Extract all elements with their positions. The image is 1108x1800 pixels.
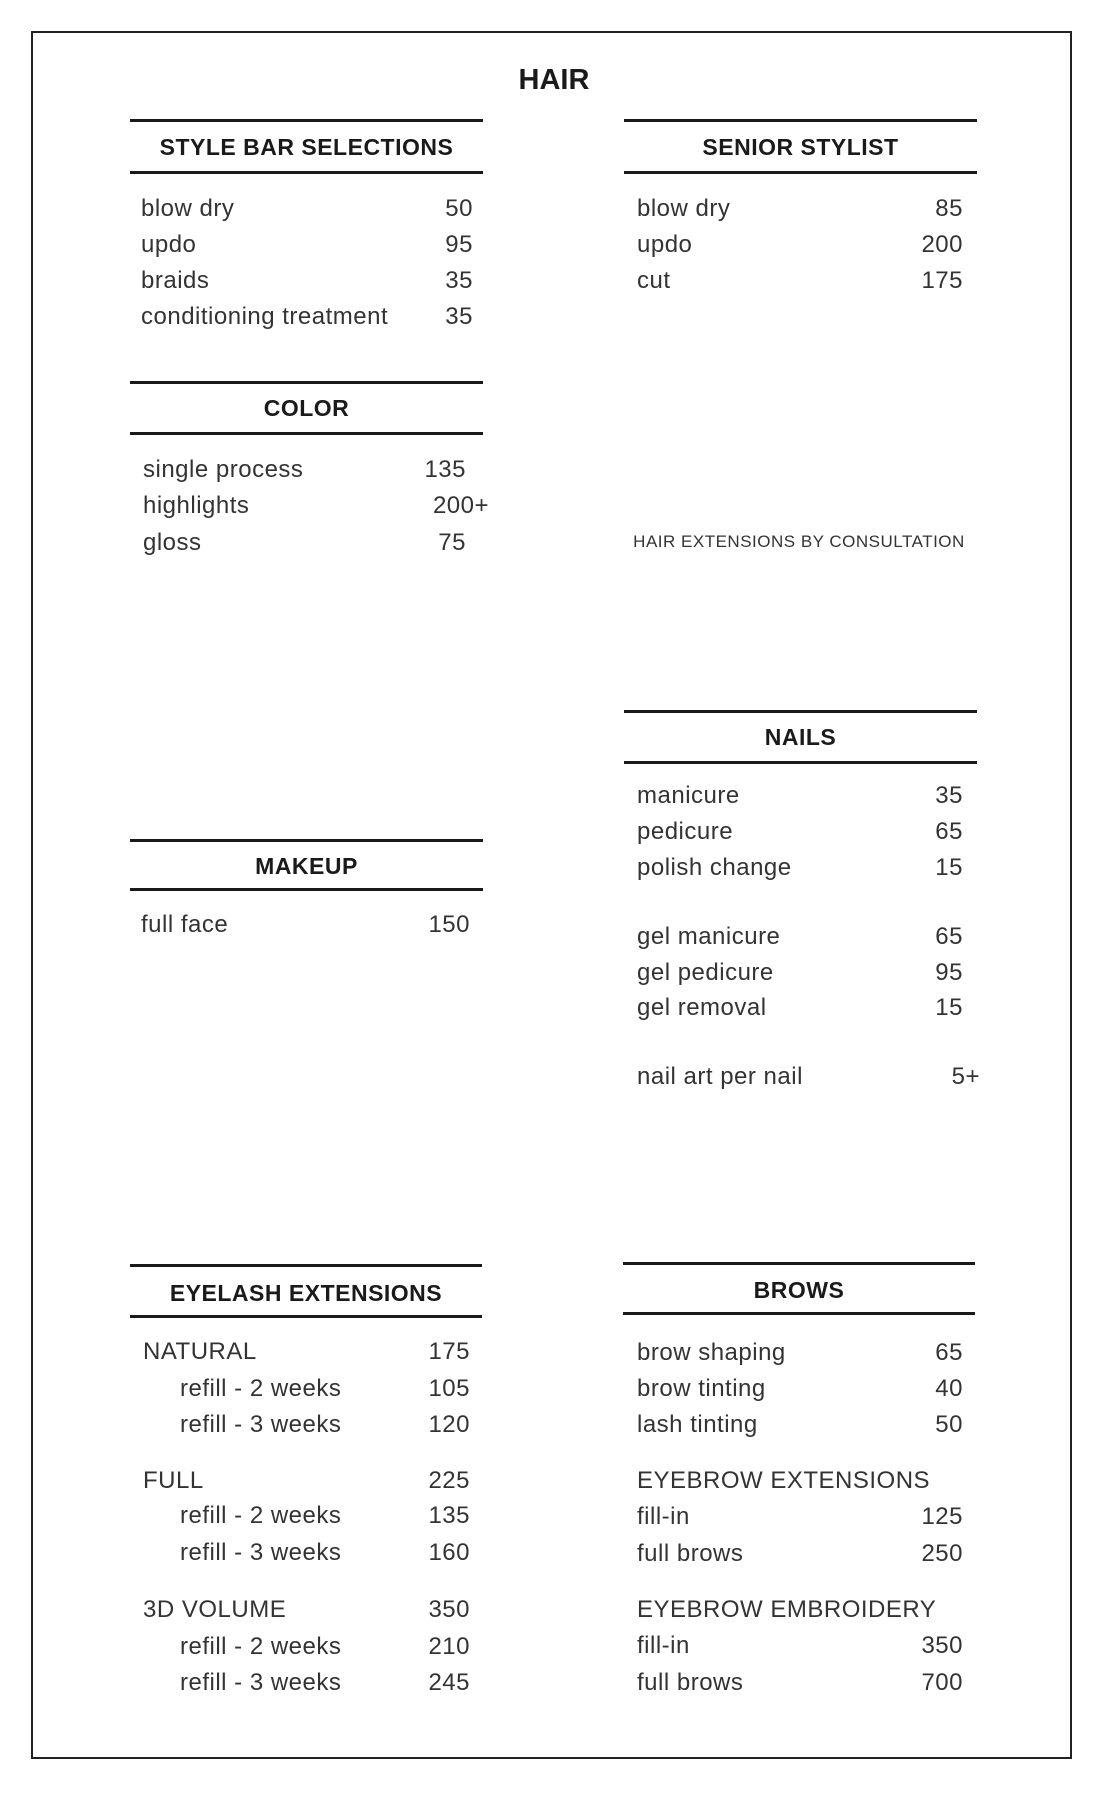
item-name: cut	[637, 267, 671, 294]
item-name: updo	[637, 231, 693, 258]
item-price: 175	[428, 1338, 470, 1365]
item-price: 5+	[951, 1063, 980, 1090]
item-name: full brows	[637, 1540, 744, 1567]
item-price: 35	[935, 782, 963, 809]
item-price: 200+	[432, 492, 489, 519]
item-name: fill-in	[637, 1632, 690, 1659]
item-price: 350	[921, 1632, 963, 1659]
list-item	[637, 1338, 963, 1368]
item-price: 50	[935, 1411, 963, 1438]
senior-stylist-bottom-rule	[624, 171, 977, 174]
list-item	[143, 1632, 470, 1662]
style-bar-heading: STYLE BAR SELECTIONS	[159, 134, 454, 160]
list-item	[637, 993, 963, 1023]
item-name: 3D VOLUME	[143, 1596, 287, 1623]
item-name: blow dry	[141, 195, 235, 222]
item-name: conditioning treatment	[141, 303, 389, 330]
hair-extensions-note: HAIR EXTENSIONS BY CONSULTATION	[633, 532, 965, 551]
item-price: 105	[428, 1375, 470, 1402]
item-name: refill - 2 weeks	[180, 1633, 342, 1660]
list-item	[637, 1668, 963, 1698]
item-price: 700	[921, 1669, 963, 1696]
item-name: gel manicure	[637, 923, 781, 950]
list-item	[637, 922, 963, 952]
item-name: fill-in	[637, 1503, 690, 1530]
item-price: 250	[921, 1540, 963, 1567]
list-item	[637, 230, 963, 260]
item-name: full brows	[637, 1669, 744, 1696]
item-price: 135	[428, 1502, 470, 1529]
list-item	[141, 910, 470, 940]
item-price: 95	[445, 231, 473, 258]
item-name: FULL	[143, 1467, 204, 1494]
list-item	[637, 1062, 980, 1092]
eyelash-extensions-bottom-rule	[130, 1315, 482, 1318]
list-item	[637, 817, 963, 847]
item-price: 95	[935, 959, 963, 986]
list-item	[637, 194, 963, 224]
list-item	[143, 1595, 470, 1625]
list-item	[143, 1668, 470, 1698]
item-name: brow tinting	[637, 1375, 766, 1402]
item-name: refill - 3 weeks	[180, 1669, 342, 1696]
nails-heading: NAILS	[764, 724, 837, 750]
list-item	[637, 1410, 963, 1440]
item-price: 15	[935, 854, 963, 881]
item-name: NATURAL	[143, 1338, 257, 1365]
eyebrow-embroidery-heading: EYEBROW EMBROIDERY	[637, 1596, 937, 1623]
item-name: refill - 3 weeks	[180, 1411, 342, 1438]
item-price: 50	[445, 195, 473, 222]
item-price: 65	[935, 1339, 963, 1366]
item-name: refill - 3 weeks	[180, 1539, 342, 1566]
item-price: 150	[428, 911, 470, 938]
list-item	[637, 1374, 963, 1404]
item-price: 65	[935, 818, 963, 845]
style-bar-top-rule	[130, 119, 483, 122]
list-item	[143, 1538, 470, 1568]
nails-bottom-rule	[624, 761, 977, 764]
item-price: 85	[935, 195, 963, 222]
color-heading: COLOR	[263, 395, 350, 421]
list-item	[637, 781, 963, 811]
eyebrow-extensions-heading: EYEBROW EXTENSIONS	[637, 1467, 931, 1494]
list-item	[637, 266, 963, 296]
list-item	[143, 455, 466, 485]
item-name: braids	[141, 267, 210, 294]
item-name: full face	[141, 911, 229, 938]
item-price: 75	[438, 529, 466, 556]
item-name: polish change	[637, 854, 792, 881]
item-price: 200	[921, 231, 963, 258]
item-price: 65	[935, 923, 963, 950]
list-item	[637, 1539, 963, 1569]
senior-stylist-heading: SENIOR STYLIST	[702, 134, 899, 160]
eyelash-extensions-top-rule	[130, 1264, 482, 1267]
item-name: refill - 2 weeks	[180, 1375, 342, 1402]
list-item	[637, 1631, 963, 1661]
item-price: 15	[935, 994, 963, 1021]
item-price: 160	[428, 1539, 470, 1566]
item-price: 245	[428, 1669, 470, 1696]
list-item	[143, 1501, 470, 1531]
item-price: 210	[428, 1633, 470, 1660]
list-item	[143, 1410, 470, 1440]
item-name: single process	[143, 456, 304, 483]
item-price: 175	[921, 267, 963, 294]
list-item	[637, 1502, 963, 1532]
brows-bottom-rule	[623, 1312, 975, 1315]
list-item	[143, 1374, 470, 1404]
item-price: 125	[921, 1503, 963, 1530]
list-item	[141, 230, 473, 260]
item-name: gel pedicure	[637, 959, 774, 986]
nails-top-rule	[624, 710, 977, 713]
item-price: 35	[445, 303, 473, 330]
item-name: nail art per nail	[637, 1063, 803, 1090]
item-name: lash tinting	[637, 1411, 758, 1438]
item-name: pedicure	[637, 818, 734, 845]
page-title: HAIR	[518, 64, 590, 96]
item-name: gloss	[143, 529, 202, 556]
brows-top-rule	[623, 1262, 975, 1265]
item-name: highlights	[143, 492, 250, 519]
makeup-heading: MAKEUP	[255, 853, 358, 879]
eyelash-extensions-heading: EYELASH EXTENSIONS	[169, 1280, 443, 1306]
list-item	[143, 1466, 470, 1496]
list-item	[143, 491, 489, 521]
senior-stylist-top-rule	[624, 119, 977, 122]
item-price: 40	[935, 1375, 963, 1402]
color-bottom-rule	[130, 432, 483, 435]
item-name: refill - 2 weeks	[180, 1502, 342, 1529]
item-name: updo	[141, 231, 197, 258]
item-price: 35	[445, 267, 473, 294]
item-price: 225	[428, 1467, 470, 1494]
style-bar-bottom-rule	[130, 171, 483, 174]
item-name: gel removal	[637, 994, 767, 1021]
list-item	[141, 194, 473, 224]
makeup-top-rule	[130, 839, 483, 842]
item-price: 135	[424, 456, 466, 483]
list-item	[637, 853, 963, 883]
list-item	[143, 1337, 470, 1367]
list-item	[143, 528, 466, 558]
brows-heading: BROWS	[753, 1277, 845, 1303]
item-name: manicure	[637, 782, 740, 809]
color-top-rule	[130, 381, 483, 384]
item-price: 120	[428, 1411, 470, 1438]
list-item	[141, 266, 473, 296]
makeup-bottom-rule	[130, 888, 483, 891]
item-price: 350	[428, 1596, 470, 1623]
list-item	[637, 958, 963, 988]
item-name: brow shaping	[637, 1339, 786, 1366]
list-item	[141, 302, 473, 332]
item-name: blow dry	[637, 195, 731, 222]
